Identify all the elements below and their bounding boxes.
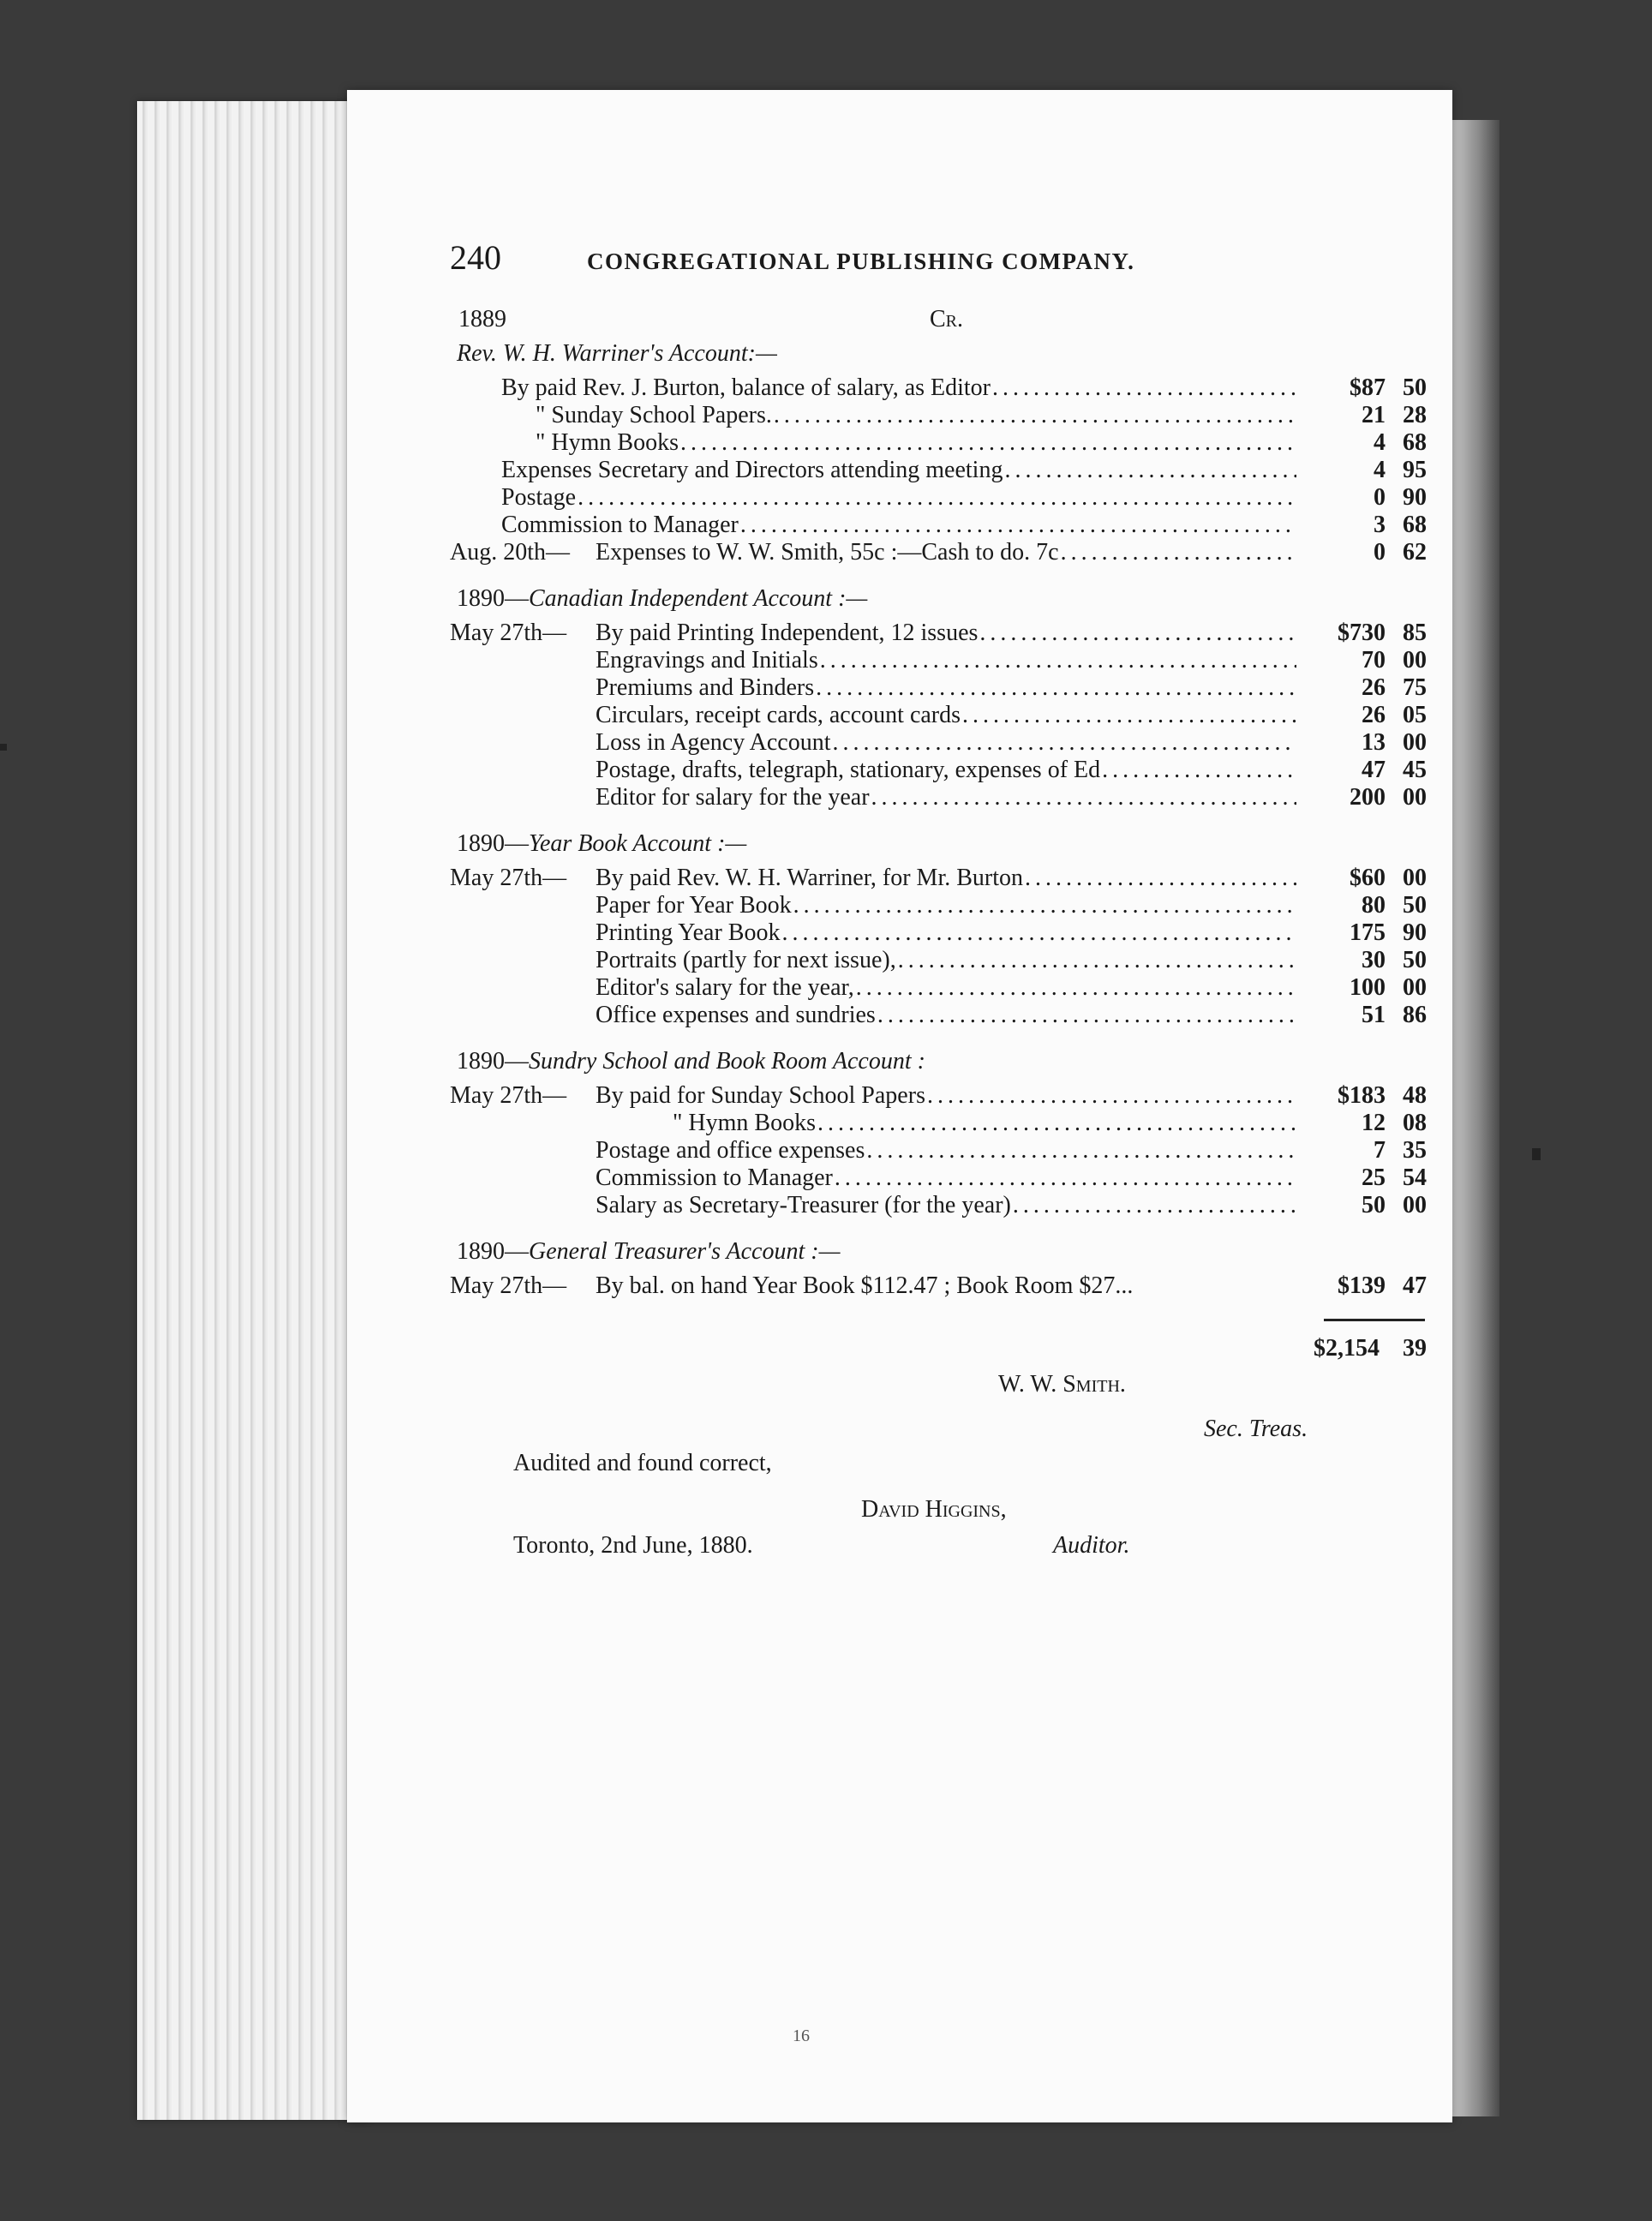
ledger-row	[450, 729, 1427, 757]
ledger-row	[450, 1272, 1427, 1300]
account-title	[457, 340, 1427, 374]
amount-cents: 48	[1403, 1082, 1427, 1109]
entry-amount	[1298, 865, 1427, 892]
entry-description: " Hymn Books	[673, 1110, 817, 1136]
page-header	[450, 238, 1427, 299]
entry-amount	[1298, 1192, 1427, 1219]
entry-description: Printing Year Book	[596, 919, 781, 946]
ledger-row	[450, 947, 1427, 974]
leader-dots	[680, 429, 1296, 457]
ledger-sections	[450, 340, 1427, 1300]
amount-dollars: $87	[1350, 374, 1386, 401]
amount-dollars: 7	[1374, 1137, 1386, 1164]
ledger-row	[450, 1164, 1427, 1192]
ledger-row	[450, 1137, 1427, 1164]
amount-dollars: 100	[1350, 974, 1386, 1001]
total-rule	[1324, 1319, 1425, 1321]
secretary-name: W. W. Smith.	[998, 1371, 1126, 1398]
entry-description: By paid Rev. J. Burton, balance of salary, as Editor	[501, 374, 991, 401]
entry-amount	[1298, 947, 1427, 974]
amount-cents: 00	[1403, 865, 1427, 891]
page-edges-stack	[137, 101, 368, 2120]
entry-description: Portraits (partly for next issue),	[596, 947, 896, 973]
total-dollars: $2,154	[1314, 1335, 1380, 1362]
ledger-row	[450, 865, 1427, 892]
auditor-name: David Higgins,	[861, 1496, 1007, 1523]
ledger-row	[450, 757, 1427, 784]
ledger-row	[450, 1192, 1427, 1219]
account-name: Year Book Account :—	[529, 830, 747, 857]
ledger-row	[450, 674, 1427, 702]
account-year: 1890—	[457, 1048, 529, 1075]
amount-dollars: 30	[1362, 947, 1386, 973]
leader-dots	[793, 892, 1296, 919]
amount-cents: 35	[1403, 1137, 1427, 1164]
entry-amount	[1298, 674, 1427, 702]
ledger-row	[450, 402, 1427, 429]
entry-amount	[1298, 702, 1427, 729]
amount-dollars: 4	[1374, 457, 1386, 483]
amount-cents: 68	[1403, 512, 1427, 538]
account-year: 1890—	[457, 585, 529, 612]
year-credit-line	[450, 306, 1427, 340]
credit-label: Cr.	[930, 306, 964, 332]
secretary-title: Sec. Treas.	[1204, 1416, 1308, 1442]
leader-dots	[781, 919, 1296, 947]
signature-block	[450, 1362, 1427, 1585]
amount-cents: 90	[1403, 484, 1427, 511]
entry-amount	[1298, 429, 1427, 457]
account-year: 1890—	[457, 830, 529, 857]
ledger-row	[450, 784, 1427, 811]
entry-date: May 27th—	[450, 1082, 567, 1109]
entry-description: Editor's salary for the year,	[596, 974, 854, 1001]
running-title: CONGREGATIONAL PUBLISHING COMPANY.	[587, 248, 1135, 274]
amount-cents: 68	[1403, 429, 1427, 456]
entry-amount	[1298, 457, 1427, 484]
ledger-row	[450, 539, 1427, 566]
leader-dots	[833, 729, 1296, 757]
entry-date: May 27th—	[450, 1272, 567, 1299]
entry-amount	[1298, 374, 1427, 402]
ledger-row	[450, 1082, 1427, 1110]
entry-amount	[1298, 484, 1427, 512]
ledger-section	[450, 585, 1427, 811]
entry-date: May 27th—	[450, 865, 567, 891]
entry-date: Aug. 20th—	[450, 539, 570, 566]
ledger-row	[450, 974, 1427, 1002]
leader-dots	[820, 647, 1296, 674]
entry-amount	[1298, 620, 1427, 647]
amount-cents: 00	[1403, 1192, 1427, 1218]
entry-description: Expenses Secretary and Directors attending meeting	[501, 457, 1003, 483]
amount-cents: 05	[1403, 702, 1427, 728]
leader-dots	[1013, 1192, 1296, 1219]
account-year: 1890—	[457, 1238, 529, 1265]
amount-cents: 50	[1403, 892, 1427, 919]
book-page	[347, 90, 1452, 2122]
auditor-title: Auditor.	[1053, 1532, 1130, 1559]
amount-cents: 54	[1403, 1164, 1427, 1191]
account-name: Canadian Independent Account :—	[529, 585, 868, 612]
amount-dollars: $60	[1350, 865, 1386, 891]
leader-dots	[856, 974, 1296, 1002]
page-shadow	[1448, 120, 1499, 2116]
entry-amount	[1298, 647, 1427, 674]
amount-dollars: 51	[1362, 1002, 1386, 1028]
entry-description: Engravings and Initials	[596, 647, 818, 673]
amount-dollars: 26	[1362, 702, 1386, 728]
entry-amount	[1298, 1272, 1427, 1300]
amount-dollars: 0	[1374, 539, 1386, 566]
account-name: Rev. W. H. Warriner's Account:—	[457, 340, 777, 367]
account-title	[457, 585, 1427, 620]
amount-cents: 50	[1403, 374, 1427, 401]
amount-dollars: 47	[1362, 757, 1386, 783]
entry-description: Postage	[501, 484, 577, 511]
leader-dots	[774, 402, 1296, 429]
amount-cents: 45	[1403, 757, 1427, 783]
entry-amount	[1298, 974, 1427, 1002]
entry-description: " Hymn Books	[536, 429, 679, 456]
amount-cents: 85	[1403, 620, 1427, 646]
amount-cents: 00	[1403, 729, 1427, 756]
entry-amount	[1298, 892, 1427, 919]
amount-dollars: 80	[1362, 892, 1386, 919]
account-name: Sundry School and Book Room Account :	[529, 1048, 925, 1075]
amount-cents: 75	[1403, 674, 1427, 701]
scan-mark	[1532, 1148, 1541, 1160]
ledger-row	[450, 1110, 1427, 1137]
ledger-row	[450, 892, 1427, 919]
entry-date: May 27th—	[450, 620, 567, 646]
entry-description: By paid Printing Independent, 12 issues	[596, 620, 979, 646]
entry-description: Office expenses and sundries	[596, 1002, 876, 1028]
leader-dots	[962, 702, 1296, 729]
leader-dots	[1061, 539, 1296, 566]
amount-dollars: 12	[1362, 1110, 1386, 1136]
total-cents: 39	[1403, 1335, 1427, 1362]
amount-dollars: 0	[1374, 484, 1386, 511]
leader-dots	[898, 947, 1296, 974]
leader-dots	[835, 1164, 1296, 1192]
amount-cents: 00	[1403, 784, 1427, 811]
leader-dots	[877, 1002, 1296, 1029]
page-content	[450, 238, 1427, 1585]
ledger-row	[450, 512, 1427, 539]
leader-dots	[578, 484, 1296, 512]
account-title	[457, 830, 1427, 865]
amount-cents: 86	[1403, 1002, 1427, 1028]
entry-amount	[1298, 539, 1427, 566]
leader-dots	[1025, 865, 1296, 892]
entry-description: By bal. on hand Year Book $112.47 ; Book Room $27...	[596, 1272, 1134, 1299]
ledger-row	[450, 457, 1427, 484]
ledger-section	[450, 830, 1427, 1029]
entry-description: Commission to Manager	[501, 512, 739, 538]
amount-dollars: 4	[1374, 429, 1386, 456]
footer-mark: 16	[793, 2026, 810, 2045]
amount-cents: 47	[1403, 1272, 1427, 1299]
ledger-section	[450, 340, 1427, 566]
ledger-row	[450, 374, 1427, 402]
leader-dots	[817, 1110, 1296, 1137]
account-name: General Treasurer's Account :—	[529, 1238, 841, 1265]
leader-dots	[866, 1137, 1296, 1164]
amount-cents: 50	[1403, 947, 1427, 973]
total-row	[450, 1335, 1427, 1362]
leader-dots	[816, 674, 1296, 702]
leader-dots	[927, 1082, 1296, 1110]
ledger-section	[450, 1048, 1427, 1219]
leader-dots	[979, 620, 1296, 647]
amount-cents: 62	[1403, 539, 1427, 566]
entry-description: Postage, drafts, telegraph, stationary, expenses of Ed	[596, 757, 1101, 783]
leader-dots	[871, 784, 1296, 811]
amount-cents: 95	[1403, 457, 1427, 483]
ledger-row	[450, 702, 1427, 729]
ledger-row	[450, 429, 1427, 457]
ledger-row	[450, 620, 1427, 647]
account-title	[457, 1048, 1427, 1082]
amount-cents: 28	[1403, 402, 1427, 428]
amount-cents: 08	[1403, 1110, 1427, 1136]
entry-amount	[1298, 512, 1427, 539]
entry-amount	[1298, 729, 1427, 757]
entry-amount	[1298, 757, 1427, 784]
amount-dollars: 50	[1362, 1192, 1386, 1218]
entry-description: By paid for Sunday School Papers	[596, 1082, 925, 1109]
ledger-row	[450, 647, 1427, 674]
amount-dollars: $730	[1338, 620, 1386, 646]
amount-dollars: 25	[1362, 1164, 1386, 1191]
account-title	[457, 1238, 1427, 1272]
amount-dollars: 200	[1350, 784, 1386, 811]
ledger-row	[450, 484, 1427, 512]
amount-dollars: 3	[1374, 512, 1386, 538]
entry-description: Salary as Secretary-Treasurer (for the year)	[596, 1192, 1011, 1218]
entry-description: Loss in Agency Account	[596, 729, 831, 756]
entry-description: Circulars, receipt cards, account cards	[596, 702, 961, 728]
audited-statement: Audited and found correct,	[513, 1450, 772, 1476]
entry-amount	[1298, 1110, 1427, 1137]
total-amount	[1298, 1335, 1427, 1362]
leader-dots	[740, 512, 1296, 539]
amount-dollars: 175	[1350, 919, 1386, 946]
amount-dollars: $139	[1338, 1272, 1386, 1299]
entry-description: Commission to Manager	[596, 1164, 833, 1191]
entry-description: " Sunday School Papers.	[536, 402, 772, 428]
entry-description: Postage and office expenses	[596, 1137, 865, 1164]
entry-description: Expenses to W. W. Smith, 55c :—Cash to do. 7c	[596, 539, 1059, 566]
amount-cents: 00	[1403, 974, 1427, 1001]
amount-dollars: $183	[1338, 1082, 1386, 1109]
amount-dollars: 21	[1362, 402, 1386, 428]
entry-description: By paid Rev. W. H. Warriner, for Mr. Burton	[596, 865, 1024, 891]
entry-amount	[1298, 1082, 1427, 1110]
entry-amount	[1298, 1137, 1427, 1164]
entry-amount	[1298, 784, 1427, 811]
entry-amount	[1298, 1002, 1427, 1029]
scan-mark	[0, 744, 7, 751]
amount-dollars: 70	[1362, 647, 1386, 673]
leader-dots	[1004, 457, 1296, 484]
page-number: 240	[450, 238, 501, 277]
entry-description: Paper for Year Book	[596, 892, 792, 919]
leader-dots	[992, 374, 1296, 402]
amount-cents: 90	[1403, 919, 1427, 946]
leader-dots	[1102, 757, 1296, 784]
place-date: Toronto, 2nd June, 1880.	[513, 1532, 753, 1559]
entry-amount	[1298, 402, 1427, 429]
ledger-row	[450, 919, 1427, 947]
ledger-section	[450, 1238, 1427, 1300]
amount-dollars: 13	[1362, 729, 1386, 756]
entry-amount	[1298, 919, 1427, 947]
ledger-year: 1889	[458, 306, 506, 332]
entry-description: Premiums and Binders	[596, 674, 815, 701]
amount-cents: 00	[1403, 647, 1427, 673]
amount-dollars: 26	[1362, 674, 1386, 701]
ledger-row	[450, 1002, 1427, 1029]
entry-amount	[1298, 1164, 1427, 1192]
entry-description: Editor for salary for the year	[596, 784, 870, 811]
